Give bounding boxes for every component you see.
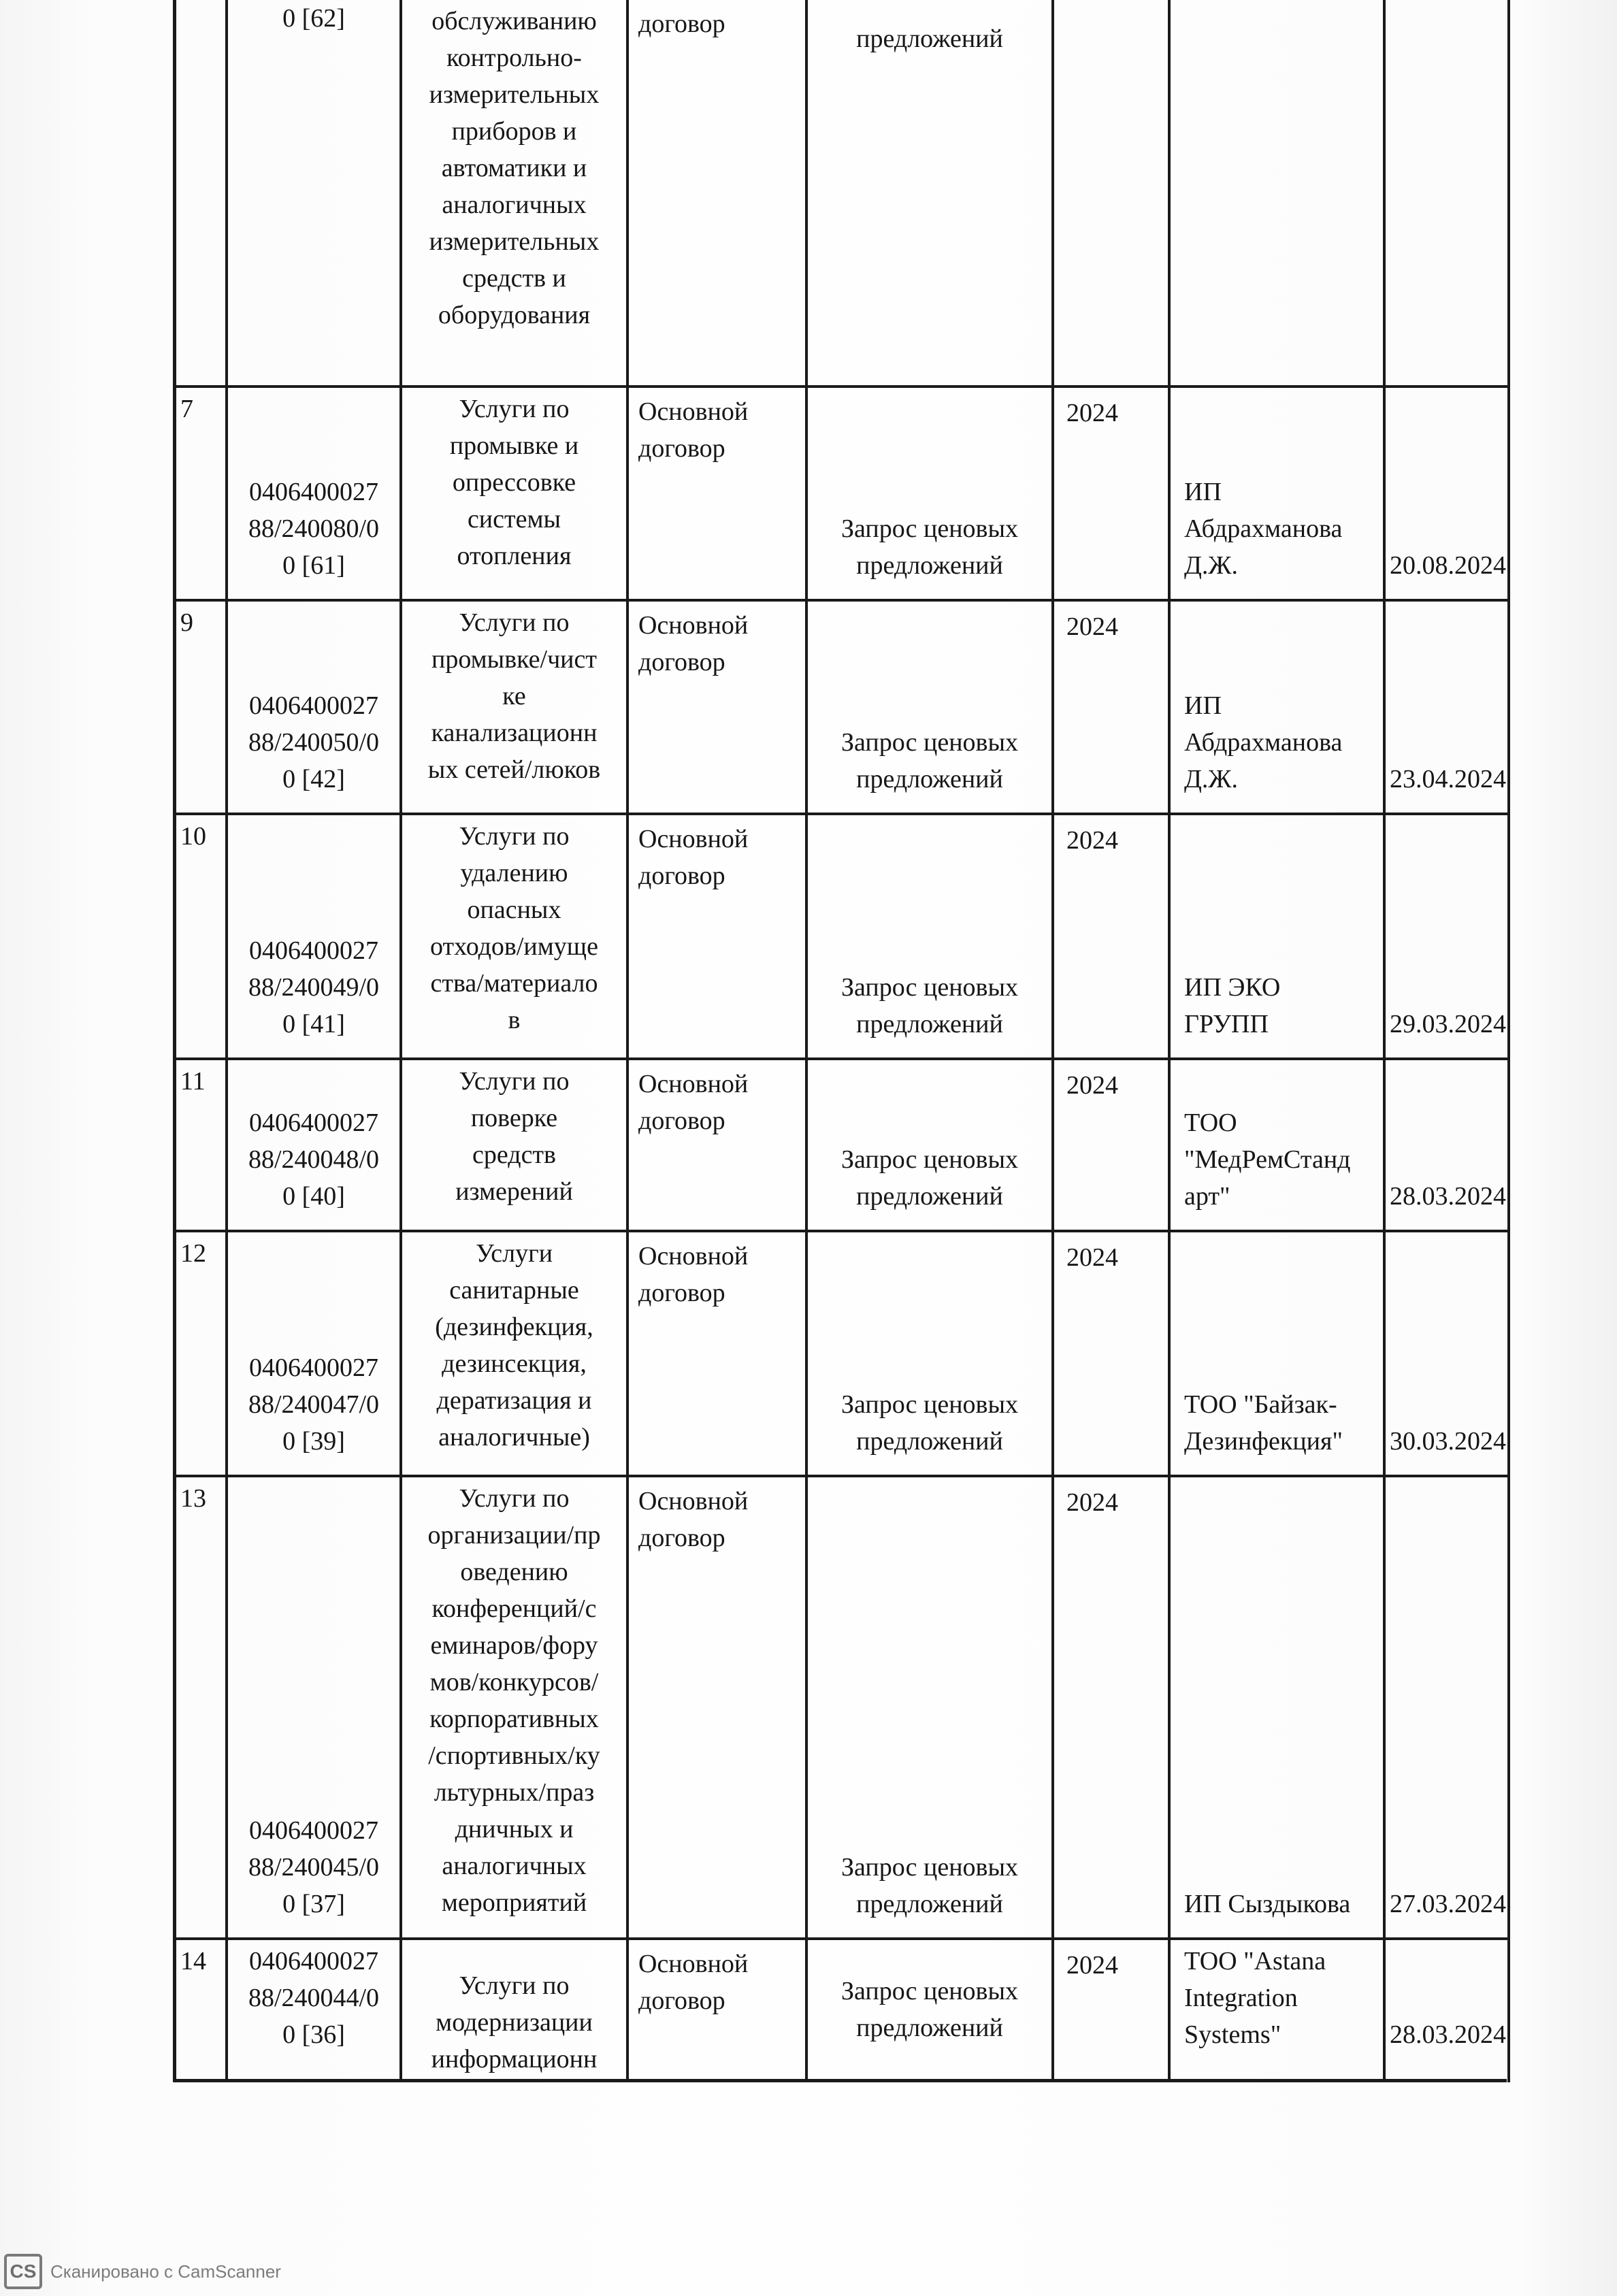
procurement-method: Запрос ценовых предложений bbox=[808, 1057, 1054, 1230]
contract-year: 2024 bbox=[1054, 1230, 1171, 1475]
row-number: 13 bbox=[176, 1475, 228, 1937]
supplier-name: ИП Абдрахманова Д.Ж. bbox=[1171, 599, 1386, 813]
procurement-method: предложений bbox=[808, 0, 1054, 385]
contract-type: Основной договор bbox=[629, 1057, 808, 1230]
contract-year: 2024 bbox=[1054, 813, 1171, 1057]
contract-date: 20.08.2024 bbox=[1386, 385, 1510, 599]
contract-date: 28.03.2024 bbox=[1386, 1937, 1510, 2082]
contract-year bbox=[1054, 0, 1171, 385]
camscanner-logo: CS bbox=[4, 2254, 42, 2289]
row-number: 9 bbox=[176, 599, 228, 813]
contract-type: Основной договор bbox=[629, 599, 808, 813]
contract-year: 2024 bbox=[1054, 1475, 1171, 1937]
service-name: Услуги по промывке и опрессовке системы отопления bbox=[402, 385, 629, 599]
lot-code: 0406400027 88/240047/0 0 [39] bbox=[228, 1230, 402, 1475]
lot-code: 0406400027 88/240044/0 0 [36] bbox=[228, 1937, 402, 2082]
row-number: 10 bbox=[176, 813, 228, 1057]
lot-code: 0406400027 88/240080/0 0 [61] bbox=[228, 385, 402, 599]
lot-code: 0406400027 88/240048/0 0 [40] bbox=[228, 1057, 402, 1230]
procurement-method: Запрос ценовых предложений bbox=[808, 1230, 1054, 1475]
supplier-name bbox=[1171, 0, 1386, 385]
watermark-text: Сканировано с CamScanner bbox=[50, 2261, 281, 2282]
contract-year: 2024 bbox=[1054, 1937, 1171, 2082]
contract-date: 30.03.2024 bbox=[1386, 1230, 1510, 1475]
lot-code: 0406400027 88/240049/0 0 [41] bbox=[228, 813, 402, 1057]
contract-year: 2024 bbox=[1054, 1057, 1171, 1230]
lot-code: 0 [62] bbox=[228, 0, 402, 385]
procurement-table bbox=[173, 0, 1507, 2082]
supplier-name: ТОО "МедРемСтанд арт" bbox=[1171, 1057, 1386, 1230]
supplier-name: ТОО "Astana Integration Systems" bbox=[1171, 1937, 1386, 2082]
row-number bbox=[176, 0, 228, 385]
service-name: Услуги по поверке средств измерений bbox=[402, 1057, 629, 1230]
procurement-method: Запрос ценовых предложений bbox=[808, 1937, 1054, 2082]
supplier-name: ИП ЭКО ГРУПП bbox=[1171, 813, 1386, 1057]
service-name: Услуги по промывке/чист ке канализационн ых сетей/люков bbox=[402, 599, 629, 813]
service-name: обслуживанию контрольно- измерительных приборов и автоматики и аналогичных измерительных средств и оборудования bbox=[402, 0, 629, 385]
contract-type: Основной договор bbox=[629, 1937, 808, 2082]
row-number: 7 bbox=[176, 385, 228, 599]
service-name: Услуги санитарные (дезинфекция, дезинсекция, дератизация и аналогичные) bbox=[402, 1230, 629, 1475]
contract-date: 23.04.2024 bbox=[1386, 599, 1510, 813]
service-name: Услуги по модернизации информационн bbox=[402, 1937, 629, 2082]
row-number: 14 bbox=[176, 1937, 228, 2082]
contract-type: Основной договор bbox=[629, 1230, 808, 1475]
contract-date: 29.03.2024 bbox=[1386, 813, 1510, 1057]
lot-code: 0406400027 88/240050/0 0 [42] bbox=[228, 599, 402, 813]
service-name: Услуги по удалению опасных отходов/имуще ства/материало в bbox=[402, 813, 629, 1057]
procurement-method: Запрос ценовых предложений bbox=[808, 599, 1054, 813]
row-number: 12 bbox=[176, 1230, 228, 1475]
contract-type: Основной договор bbox=[629, 1475, 808, 1937]
contract-year: 2024 bbox=[1054, 385, 1171, 599]
contract-type: Основной договор bbox=[629, 385, 808, 599]
supplier-name: ИП Сыздыкова bbox=[1171, 1475, 1386, 1937]
contract-year: 2024 bbox=[1054, 599, 1171, 813]
contract-date: 27.03.2024 bbox=[1386, 1475, 1510, 1937]
contract-date bbox=[1386, 0, 1510, 385]
scanner-watermark bbox=[4, 2252, 281, 2291]
lot-code: 0406400027 88/240045/0 0 [37] bbox=[228, 1475, 402, 1937]
row-number: 11 bbox=[176, 1057, 228, 1230]
contract-type: Основной договор bbox=[629, 813, 808, 1057]
procurement-method: Запрос ценовых предложений bbox=[808, 385, 1054, 599]
procurement-method: Запрос ценовых предложений bbox=[808, 813, 1054, 1057]
service-name: Услуги по организации/пр оведению конференций/с еминаров/фору мов/конкурсов/ корпоративных /спортивных/ку льтурных/праз дничных и аналогичных мероприятий bbox=[402, 1475, 629, 1937]
contract-date: 28.03.2024 bbox=[1386, 1057, 1510, 1230]
contract-type: договор bbox=[629, 0, 808, 385]
procurement-method: Запрос ценовых предложений bbox=[808, 1475, 1054, 1937]
supplier-name: ИП Абдрахманова Д.Ж. bbox=[1171, 385, 1386, 599]
supplier-name: ТОО "Байзак- Дезинфекция" bbox=[1171, 1230, 1386, 1475]
